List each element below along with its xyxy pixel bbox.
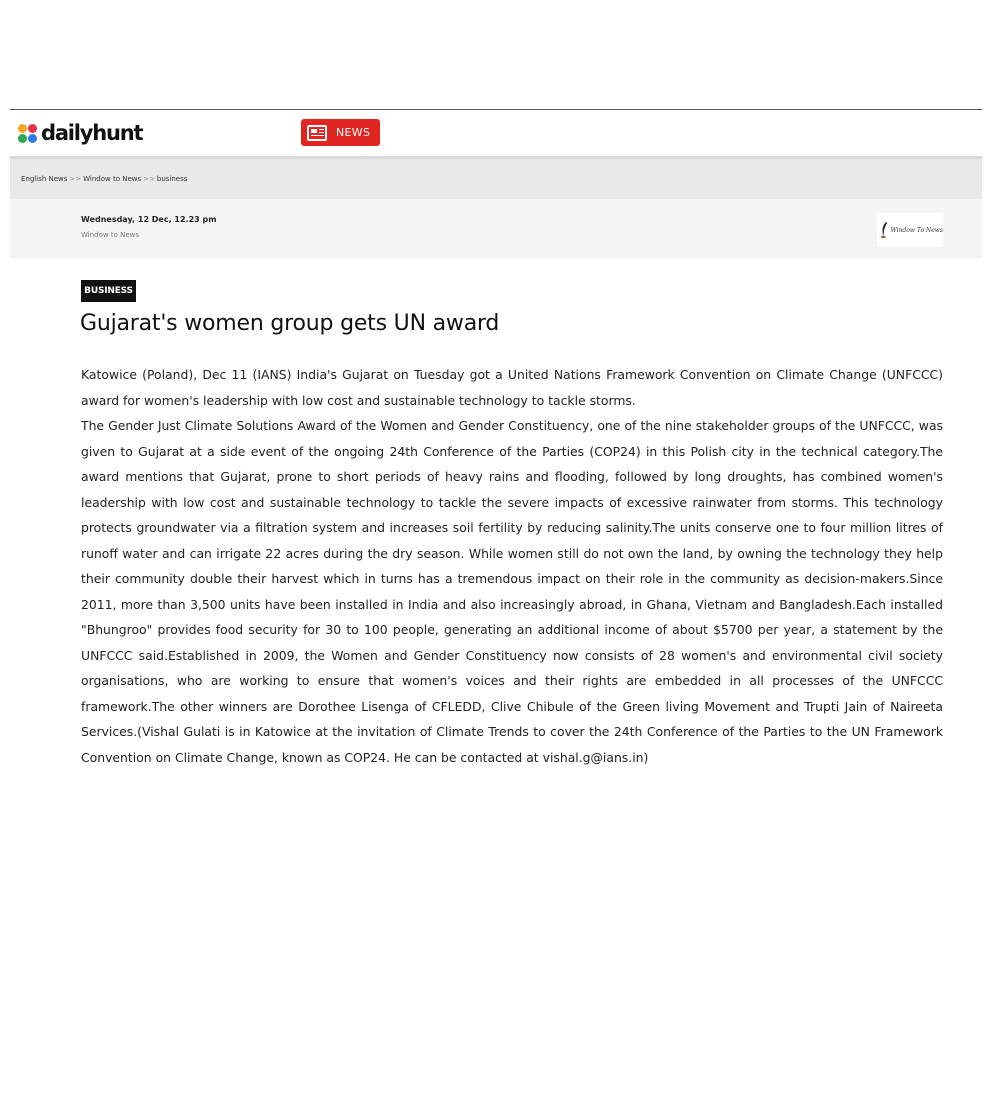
dailyhunt-dots-icon — [17, 122, 39, 144]
logo-text: dailyhunt — [41, 121, 143, 145]
article-paragraph: The Gender Just Climate Solutions Award of the Women and Gender Constituency, one of the nine stakeholder groups of the UNFCCC, was given to Gujarat at a side event of the ongoing 24th Conference of the Parties (COP24) in this Polish city in the technical category.The award mentions that Gujarat, prone to short periods of heavy rains and flooding, followed by long droughts, has combined women's leadership with low cost and sustainable technology to tackle the severe impacts of excessive rainwater from storms. This technology protects groundwater via a filtration system and increases soil fertility by reducing salinity.The units conserve one to four million litres of runoff water and can irrigate 22 acres during the dry season. While women still do not own the land, by owning the technology they help their community double their harvest which in turns has a tremendous impact on their role in the community as decision-makers.Since 2011, more than 3,500 units have been installed in India and also increasingly abroad, in Ghana, Vietnam and Bangladesh.Each installed "Bhungroo" provides food security for 30 to 100 people, generating an additional income of about $5700 per year, a statement by the UNFCCC said.Established in 2009, the Women and Gender Constituency now consists of 28 women's and environmental civil society organisations, who are working to ensure that women's voices and their rights are embedded in all processes of the UNFCCC framework.The other winners are Dorothee Lisenga of CFLEDD, Clive Chibule of the Green living Movement and Trupti Jain of Naireeta Services.(Vishal Gulati is in Katowice at the invitation of Climate Trends to cover the 24th Conference of the Parties to the UN Framework Convention on Climate Change, known as COP24. He can be contacted at vishal.g@ians.in) — [81, 418, 943, 765]
quill-icon — [880, 216, 889, 244]
publisher-logo-text: Window To News — [890, 226, 943, 234]
article-title: Gujarat's women group gets UN award — [80, 311, 500, 336]
source-name[interactable]: Window to News — [81, 231, 139, 239]
breadcrumb-separator: >> — [69, 175, 82, 183]
article-meta — [10, 199, 982, 258]
news-button[interactable] — [301, 119, 380, 146]
top-navbar — [10, 110, 982, 159]
breadcrumb-english-news[interactable]: English News — [21, 175, 68, 183]
breadcrumb-window-to-news[interactable]: Window to News — [83, 175, 142, 183]
article-body — [81, 362, 943, 770]
breadcrumb-separator: >> — [143, 175, 155, 183]
site-frame — [10, 109, 982, 260]
breadcrumb — [10, 159, 982, 199]
dailyhunt-logo[interactable] — [17, 120, 142, 146]
news-button-label: NEWS — [336, 126, 371, 139]
article-paragraph: Katowice (Poland), Dec 11 (IANS) India's Gujarat on Tuesday got a United Nations Framework Convention on Climate Change (UNFCCC) award for women's leadership with low cost and sustainable technology to tackle storms. — [81, 367, 943, 408]
newspaper-icon — [307, 125, 327, 141]
publish-date: Wednesday, 12 Dec, 12.23 pm — [81, 215, 217, 224]
category-badge[interactable]: BUSINESS — [81, 280, 136, 302]
breadcrumb-business[interactable]: business — [156, 175, 188, 183]
publisher-logo[interactable] — [877, 213, 943, 247]
